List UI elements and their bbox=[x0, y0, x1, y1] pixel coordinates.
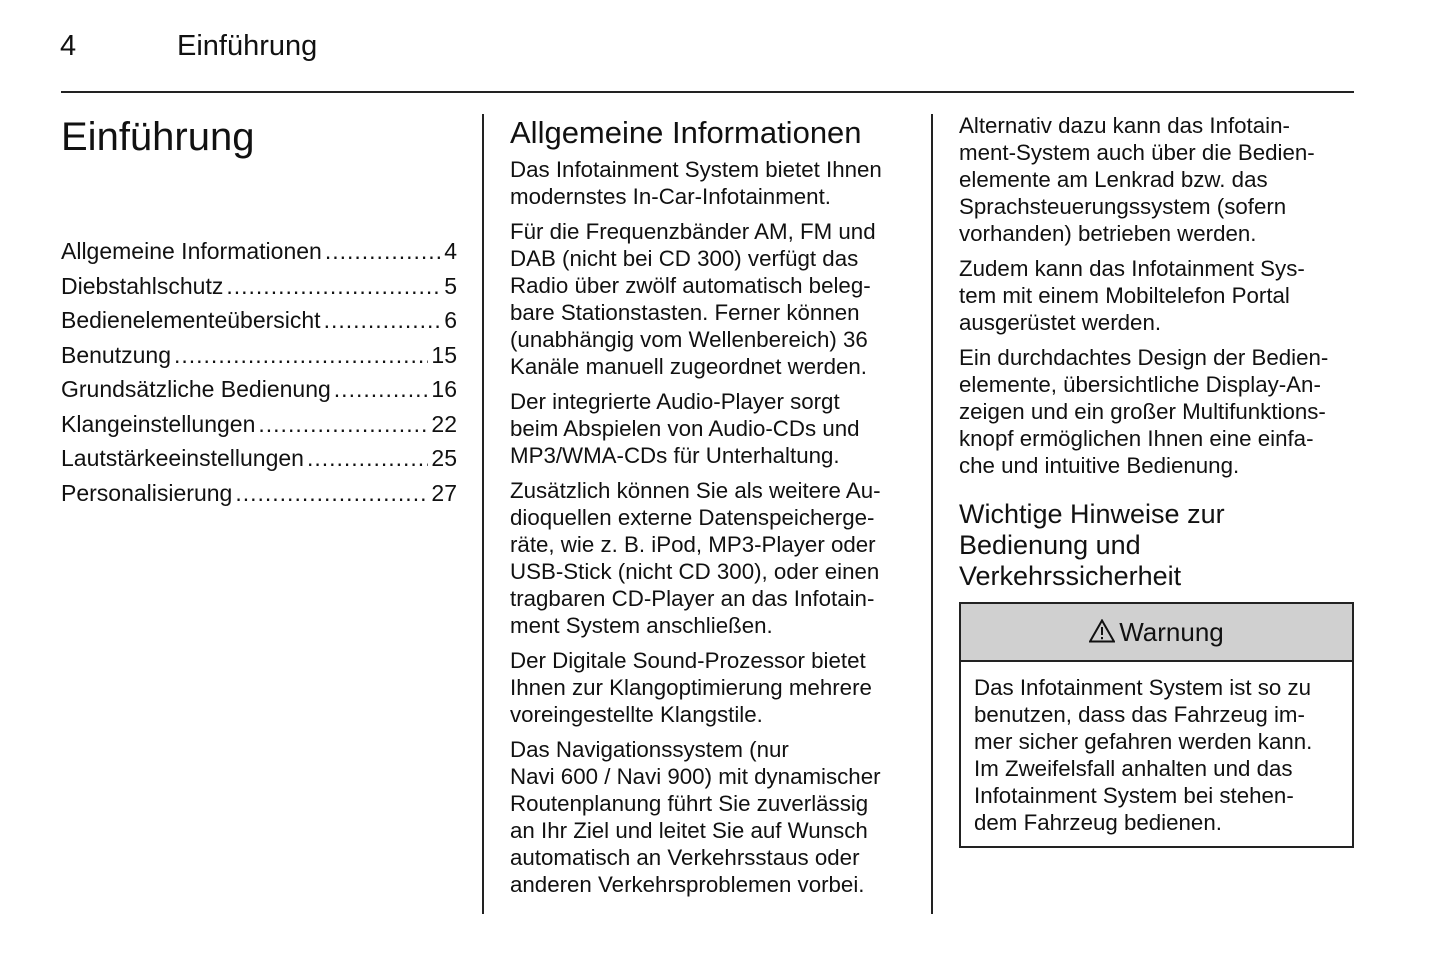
toc-entry[interactable] bbox=[61, 342, 457, 377]
text-line: Der integrierte Audio-Player sorgt bbox=[510, 389, 840, 414]
text-line: automatisch an Verkehrsstaus oder bbox=[510, 845, 860, 870]
paragraph bbox=[510, 647, 910, 728]
text-line: Das Navigationssystem (nur bbox=[510, 737, 789, 762]
text-line: beim Abspielen von Audio-CDs und bbox=[510, 416, 860, 441]
text-line: Das Infotainment System ist so zu bbox=[974, 675, 1312, 700]
text-line: voreingestellte Klangstile. bbox=[510, 702, 763, 727]
paragraph bbox=[510, 388, 910, 469]
subsection-title bbox=[959, 499, 1354, 592]
text-line: Infotainment System bei stehen- bbox=[974, 783, 1294, 808]
toc-entry[interactable] bbox=[61, 445, 457, 480]
text-line: zeigen und ein großer Multifunktions- bbox=[959, 399, 1326, 424]
toc-entry-title: Personalisierung bbox=[61, 479, 233, 506]
toc-leader bbox=[235, 480, 428, 507]
running-title: Einführung bbox=[177, 30, 318, 62]
paragraph bbox=[510, 218, 910, 380]
warning-box bbox=[959, 602, 1354, 848]
toc-entry-page: 25 bbox=[431, 445, 457, 471]
header-rule bbox=[61, 91, 1354, 93]
text-line: DAB (nicht bei CD 300) verfügt das bbox=[510, 246, 859, 271]
toc-entry-title: Benutzung bbox=[61, 341, 171, 368]
table-of-contents bbox=[61, 238, 457, 514]
text-line: Sprachsteuerungssystem (sofern bbox=[959, 194, 1287, 219]
text-line: Routenplanung führt Sie zuverlässig bbox=[510, 791, 869, 816]
section-title: Allgemeine Informationen bbox=[510, 115, 862, 150]
warning-triangle-icon bbox=[1089, 617, 1115, 648]
warning-label: Warnung bbox=[1119, 616, 1224, 647]
paragraph bbox=[510, 477, 910, 639]
text-line: Alternativ dazu kann das Infotain- bbox=[959, 113, 1290, 138]
toc-leader bbox=[226, 273, 441, 300]
toc-entry-page: 4 bbox=[444, 238, 457, 264]
column-divider-2 bbox=[931, 114, 933, 914]
toc-entry-page: 27 bbox=[431, 479, 457, 506]
toc-entry[interactable] bbox=[61, 238, 457, 273]
text-line: benutzen, dass das Fahrzeug im- bbox=[974, 702, 1305, 727]
text-line: modernstes In-Car-Infotainment. bbox=[510, 184, 831, 209]
toc-entry-page: 15 bbox=[431, 341, 457, 368]
toc-leader bbox=[334, 376, 429, 403]
text-line: Radio über zwölf automatisch beleg- bbox=[510, 273, 871, 298]
text-line: Zudem kann das Infotainment Sys- bbox=[959, 256, 1305, 281]
paragraph bbox=[510, 736, 910, 898]
toc-entry[interactable] bbox=[61, 376, 457, 411]
toc-entry-title: Grundsätzliche Bedienung bbox=[61, 376, 331, 402]
column-2 bbox=[510, 112, 910, 906]
warning-header bbox=[961, 604, 1352, 662]
subsection-title-line: Bedienung und bbox=[959, 530, 1141, 560]
toc-leader bbox=[325, 238, 441, 265]
text-line: USB-Stick (nicht CD 300), oder einen bbox=[510, 559, 880, 584]
column-3 bbox=[959, 112, 1354, 848]
toc-entry[interactable] bbox=[61, 273, 457, 308]
subsection-title-line: Verkehrssicherheit bbox=[959, 561, 1182, 591]
toc-entry-title: Bedienelementeübersicht bbox=[61, 307, 321, 333]
toc-entry-title: Allgemeine Informationen bbox=[61, 238, 322, 264]
toc-leader bbox=[174, 342, 428, 369]
toc-entry-title: Lautstärkeeinstellungen bbox=[61, 445, 304, 471]
text-line: mer sicher gefahren werden kann. bbox=[974, 729, 1313, 754]
toc-entry-title: Diebstahlschutz bbox=[61, 272, 224, 299]
text-line: räte, wie z. B. iPod, MP3-Player oder bbox=[510, 532, 876, 557]
text-line: Ihnen zur Klangoptimierung mehrere bbox=[510, 675, 872, 700]
text-line: Das Infotainment System bietet Ihnen bbox=[510, 157, 882, 182]
toc-leader bbox=[324, 307, 442, 334]
toc-entry[interactable] bbox=[61, 480, 457, 515]
text-line: Navi 600 / Navi 900) mit dynamischer bbox=[510, 764, 881, 789]
text-line: elemente am Lenkrad bzw. das bbox=[959, 167, 1268, 192]
text-line: Der Digitale Sound-Prozessor bietet bbox=[510, 648, 866, 673]
text-line: (unabhängig vom Wellenbereich) 36 bbox=[510, 327, 868, 352]
text-line: Zusätzlich können Sie als weitere Au- bbox=[510, 478, 881, 503]
text-line: dem Fahrzeug bedienen. bbox=[974, 810, 1222, 835]
toc-entry-page: 6 bbox=[444, 307, 457, 333]
text-line: Im Zweifelsfall anhalten und das bbox=[974, 756, 1293, 781]
text-line: ment System anschließen. bbox=[510, 613, 773, 638]
toc-entry-page: 16 bbox=[431, 376, 457, 402]
column-divider-1 bbox=[482, 114, 484, 914]
toc-entry[interactable] bbox=[61, 411, 457, 446]
subsection-title-line: Wichtige Hinweise zur bbox=[959, 499, 1225, 529]
paragraph bbox=[959, 255, 1354, 336]
text-line: an Ihr Ziel und leitet Sie auf Wunsch bbox=[510, 818, 868, 843]
text-line: tragbaren CD-Player an das Infotain- bbox=[510, 586, 875, 611]
toc-entry[interactable] bbox=[61, 307, 457, 342]
text-line: knopf ermöglichen Ihnen eine einfa- bbox=[959, 426, 1314, 451]
chapter-title: Einführung bbox=[61, 115, 255, 159]
paragraph bbox=[959, 344, 1354, 479]
text-line: ausgerüstet werden. bbox=[959, 310, 1162, 335]
text-line: tem mit einem Mobiltelefon Portal bbox=[959, 283, 1290, 308]
toc-leader bbox=[307, 445, 428, 472]
text-line: che und intuitive Bedienung. bbox=[959, 453, 1240, 478]
toc-entry-page: 22 bbox=[431, 410, 457, 437]
text-line: elemente, übersichtliche Display-An- bbox=[959, 372, 1321, 397]
text-line: anderen Verkehrsproblemen vorbei. bbox=[510, 872, 865, 897]
paragraph bbox=[510, 156, 910, 210]
text-line: Kanäle manuell zugeordnet werden. bbox=[510, 354, 867, 379]
toc-entry-title: Klangeinstellungen bbox=[61, 410, 256, 437]
toc-entry-page: 5 bbox=[444, 272, 457, 299]
text-line: Ein durchdachtes Design der Bedien- bbox=[959, 345, 1329, 370]
toc-leader bbox=[258, 411, 428, 438]
text-line: dioquellen externe Datenspeicherge- bbox=[510, 505, 875, 530]
paragraph bbox=[959, 112, 1354, 247]
text-line: bare Stationstasten. Ferner können bbox=[510, 300, 860, 325]
page-number: 4 bbox=[60, 30, 77, 62]
warning-body bbox=[961, 662, 1352, 846]
text-line: vorhanden) betrieben werden. bbox=[959, 221, 1257, 246]
text-line: ment-System auch über die Bedien- bbox=[959, 140, 1315, 165]
column-1 bbox=[61, 112, 457, 514]
text-line: Für die Frequenzbänder AM, FM und bbox=[510, 219, 876, 244]
text-line: MP3/WMA-CDs für Unterhaltung. bbox=[510, 443, 840, 468]
